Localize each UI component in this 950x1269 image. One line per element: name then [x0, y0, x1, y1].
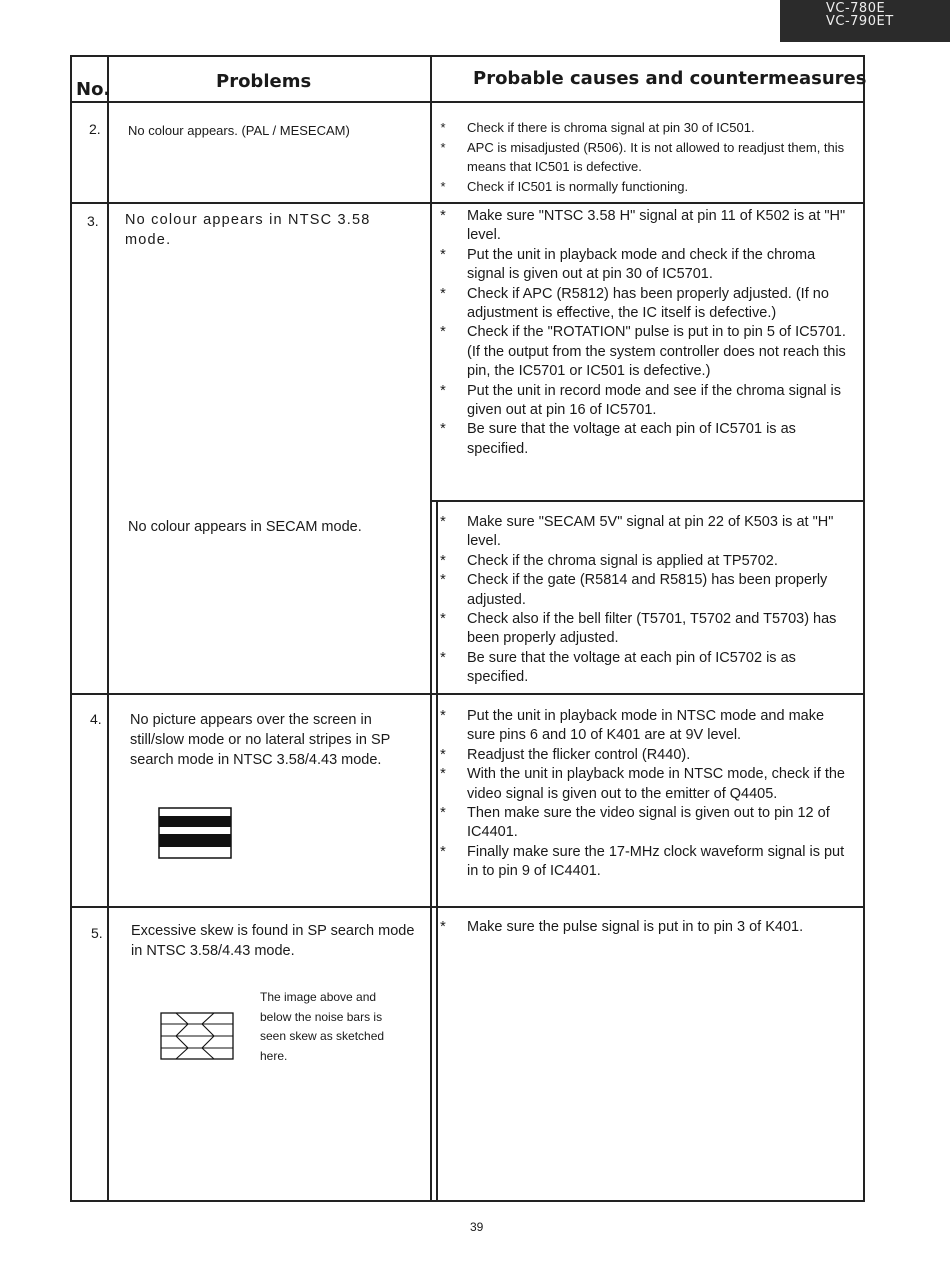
- cause-item: * Readjust the flicker control (R440).: [440, 746, 691, 763]
- row-3-problem-secam: No colour appears in SECAM mode.: [128, 519, 362, 535]
- cause-item: * Make sure "SECAM 5V" signal at pin 22 of K503 is at "H" level.: [440, 514, 834, 550]
- header-rule: [70, 101, 865, 103]
- cause-item: * Make sure "NTSC 3.58 H" signal at pin 11 of K502 is at "H" level.: [440, 208, 846, 244]
- cause-item: * Be sure that the voltage at each pin of IC5702 is as specified.: [440, 649, 796, 686]
- header-problems: Problems: [216, 71, 312, 92]
- page-number: 39: [470, 1220, 484, 1234]
- row-rule-secam: [430, 500, 865, 502]
- cause-item: * Check if the chroma signal is applied at TP5702.: [440, 552, 778, 569]
- col-divider-1: [107, 57, 109, 1202]
- row-4-number: 4.: [90, 711, 102, 727]
- row-5-problem: Excessive skew is found in SP search mode in NTSC 3.58/4.43 mode.: [131, 923, 415, 959]
- cause-item: * Put the unit in playback mode and check if the chroma signal is given out at pin 30 of IC5701.: [440, 246, 816, 283]
- cause-item: * With the unit in playback mode in NTSC mode, check if the video signal is given out to the emitter of Q4405.: [440, 766, 845, 802]
- cause-item: * Put the unit in record mode and see if the chroma signal is given out at pin 16 of IC5701.: [440, 382, 841, 419]
- cause-item: * Check if there is chroma signal at pin 30 of IC501.: [440, 120, 755, 135]
- header-no: No.: [76, 79, 111, 100]
- row-rule-2: [70, 202, 865, 204]
- row-3-problem: No colour appears in NTSC 3.58 mode.: [125, 212, 371, 248]
- row-rule-4: [70, 906, 865, 908]
- row-rule-3: [70, 693, 865, 695]
- header-causes: Probable causes and countermeasures: [473, 68, 867, 89]
- skew-sketch: [160, 1012, 234, 1060]
- col-divider-2: [430, 57, 432, 1202]
- cause-item: * Make sure the pulse signal is put in to pin 3 of K401.: [440, 919, 804, 935]
- row-5-number: 5.: [91, 925, 103, 941]
- row-5-causes: [437, 918, 847, 937]
- cause-item: * Then make sure the video signal is given out to pin 12 of IC4401.: [440, 805, 830, 841]
- row-3-causes-secam: [437, 513, 847, 688]
- cause-item: * Check if the "ROTATION" pulse is put in to pin 5 of IC5701. (If the output from the system controller does not reach this pin, the IC5701 or IC501 is defective.): [440, 324, 846, 380]
- row-4-problem: No picture appears over the screen in still/slow mode or no lateral stripes in SP search mode in NTSC 3.58/4.43 mode.: [130, 712, 391, 768]
- cause-item: * Be sure that the voltage at each pin of IC5701 is as specified.: [440, 421, 796, 457]
- row-3-causes: [437, 207, 847, 459]
- row-3-number: 3.: [87, 213, 99, 229]
- cause-item: * Finally make sure the 17-MHz clock waveform signal is put in to pin 9 of IC4401.: [440, 843, 845, 880]
- cause-item: * Put the unit in playback mode in NTSC mode and make sure pins 6 and 10 of K401 are at 9V level.: [440, 708, 825, 744]
- model-badge: [780, 0, 950, 42]
- row-2-causes: [437, 118, 847, 196]
- cause-item: * Check if IC501 is normally functioning.: [440, 178, 689, 194]
- row-2-number: 2.: [89, 121, 101, 137]
- noise-bars-sketch: [158, 807, 232, 859]
- cause-item: * APC is misadjusted (R506). It is not allowed to readjust them, this means that IC501 is defective.: [440, 139, 845, 174]
- cause-item: * Check if the gate (R5814 and R5815) has been properly adjusted.: [440, 572, 828, 608]
- row-4-causes: [437, 707, 847, 882]
- model-line-1: VC-780E: [826, 1, 886, 16]
- model-line-2: VC-790ET: [826, 14, 894, 29]
- cause-item: * Check also if the bell filter (T5701, T5702 and T5703) has been properly adjusted.: [440, 611, 837, 647]
- row-2-problem: No colour appears. (PAL / MESECAM): [128, 123, 350, 138]
- row-5-note: The image above and below the noise bars is seen skew as sketched here.: [260, 990, 385, 1063]
- cause-item: * Check if APC (R5812) has been properly adjusted. (If no adjustment is effective, the IC itself is defective.): [440, 285, 829, 322]
